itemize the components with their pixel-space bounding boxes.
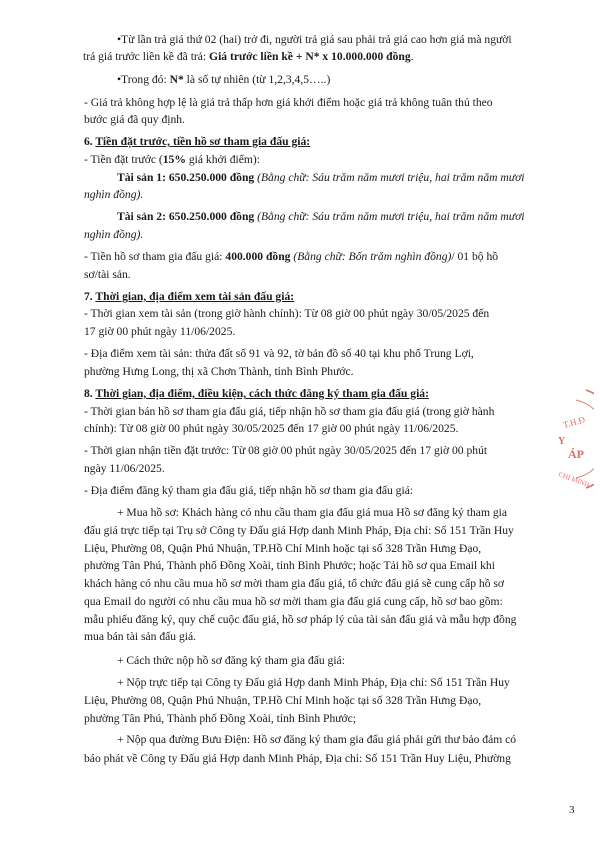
svg-text:ÁP: ÁP — [568, 447, 584, 461]
text-line — [84, 559, 495, 573]
text-run: . — [410, 50, 414, 63]
text-run: Tiền đặt trước, tiền hồ sơ tham gia đấu giá: — [95, 135, 311, 148]
text-line — [84, 228, 143, 242]
text-line — [84, 365, 354, 379]
text-line — [117, 171, 525, 185]
svg-text:CHÍ MINH: CHÍ MINH — [557, 470, 591, 489]
text-line — [84, 135, 310, 149]
text-run: - Tiền đặt trước ( — [84, 153, 163, 166]
text-line — [84, 542, 481, 556]
text-line — [84, 462, 165, 476]
text-run: phường Hưng Long, thị xã Chơn Thành, tỉnh Bình Phước. — [84, 365, 354, 378]
text-run: (Bằng chữ: Sáu trăm năm mươi triệu, hai trăm năm mươi — [254, 171, 525, 184]
text-line — [84, 387, 429, 401]
text-run: Giá trước liền kề + N* x 10.000.000 đồng — [209, 50, 411, 63]
text-run: là số tự nhiên (từ 1,2,3,4,5…..) — [183, 73, 331, 86]
text-line — [117, 210, 525, 224]
text-run: phường Tân Phú, Thành phố Đồng Xoài, tỉnh Bình Phước; hoặc Tải hồ sơ qua Email khi — [84, 559, 495, 572]
text-line — [84, 752, 511, 766]
text-line — [84, 405, 494, 419]
text-run: - Thời gian nhận tiền đặt trước: Từ 08 giờ 00 phút ngày 30/05/2025 đến 17 giờ 00 phút — [84, 444, 488, 457]
page-number: 3 — [569, 804, 575, 816]
text-run: chính): Từ 08 giờ 00 phút ngày 30/05/2025 đến 17 giờ 00 phút ngày 11/06/2025. — [84, 422, 459, 435]
text-line — [84, 524, 514, 538]
text-line — [84, 113, 185, 127]
text-line — [83, 50, 414, 64]
text-run: 400.000 đồng — [225, 250, 291, 263]
text-run: + Cách thức nộp hồ sơ đăng ký tham gia đấu giá: — [117, 654, 345, 667]
text-run: - Địa điểm xem tài sản: thửa đất số 91 và 92, tờ bản đồ số 40 tại khu phố Trung Lợi, — [84, 347, 474, 360]
text-run: (Bằng chữ: Bốn trăm nghìn đồng) — [290, 250, 452, 263]
text-run: 17 giờ 00 phút ngày 11/06/2025. — [84, 325, 236, 338]
text-run: + Nộp trực tiếp tại Công ty Đấu giá Hợp danh Minh Pháp, Địa chỉ: Số 151 Trần Huy — [117, 676, 510, 689]
text-line — [84, 347, 474, 361]
text-run: (Bằng chữ: Sáu trăm năm mươi triệu, hai trăm năm mươi — [254, 210, 525, 223]
text-run: •Trong đó: — [117, 73, 170, 86]
text-run: Thời gian, địa điểm, điều kiện, cách thức đăng ký tham gia đấu giá: — [95, 387, 429, 400]
text-run: báo phát về Công ty Đấu giá Hợp danh Minh Pháp, Địa chỉ: Số 151 Trần Huy Liệu, Phường — [84, 752, 511, 765]
text-line — [84, 290, 294, 304]
text-line — [84, 595, 503, 609]
text-line — [117, 733, 516, 747]
text-run: giá khởi điểm): — [185, 153, 261, 166]
text-line — [117, 73, 330, 87]
text-line — [84, 712, 356, 726]
text-line — [84, 325, 235, 339]
svg-text:Y: Y — [558, 436, 566, 447]
text-run: N* — [169, 73, 184, 86]
text-run: + Mua hồ sơ: Khách hàng có nhu cầu tham gia đấu giá mua Hồ sơ đăng ký tham gia — [117, 506, 508, 519]
text-run: sơ/tài sản. — [84, 268, 131, 281]
text-run: Tài sản 1: 650.250.000 đồng — [117, 171, 255, 184]
text-line — [84, 96, 493, 110]
text-run: 8. — [84, 387, 96, 400]
company-stamp — [524, 384, 594, 494]
text-line — [84, 268, 131, 282]
text-run: Liệu, Phường 08, Quận Phú Nhuận, TP.Hồ Chí Minh hoặc tại số 328 Trần Hưng Đạo, — [84, 542, 482, 555]
text-run: bước giá đã quy định. — [84, 113, 185, 126]
text-line — [84, 484, 413, 498]
text-line — [84, 250, 498, 264]
svg-text:T.H.Đ: T.H.Đ — [561, 414, 587, 430]
text-run: •Từ lần trả giá thứ 02 (hai) trở đi, người trả giá sau phải trả giá cao hơn giá mà người — [117, 33, 512, 46]
text-line — [84, 694, 481, 708]
text-run: - Địa điểm đăng ký tham gia đấu giá, tiếp nhận hồ sơ tham gia đấu giá: — [84, 484, 414, 497]
text-run: - Thời gian bán hồ sơ tham gia đấu giá, tiếp nhận hồ sơ tham gia đấu giá (trong giờ hành — [84, 405, 495, 418]
text-run: phường Tân Phú, Thành phố Đồng Xoài, tỉnh Bình Phước; — [84, 712, 357, 725]
text-run: - Tiền hồ sơ tham gia đấu giá: — [84, 250, 226, 263]
text-run: 7. — [84, 290, 96, 303]
text-line — [84, 422, 458, 436]
text-run: ngày 11/06/2025. — [84, 462, 165, 475]
text-run: trả giá trước liền kề đã trả: — [83, 50, 210, 63]
text-line — [117, 676, 510, 690]
text-line — [84, 188, 143, 202]
text-run: - Giá trả không hợp lệ là giá trả thấp hơn giá khởi điểm hoặc giá trả không tuân thủ theo — [84, 96, 493, 109]
text-run: / 01 bộ hồ — [451, 250, 499, 263]
text-run: nghìn đồng). — [84, 228, 144, 241]
text-line — [84, 153, 260, 167]
text-line — [117, 654, 345, 668]
text-line — [84, 613, 516, 627]
text-run: - Thời gian xem tài sản (trong giờ hành chính): Từ 08 giờ 00 phút ngày 30/05/2025 đến — [84, 307, 490, 320]
text-run: 6. — [84, 135, 96, 148]
text-run: mẫu phiếu đăng ký, quy chế cuộc đấu giá, hồ sơ pháp lý của tài sản đấu giá và mẫu hợp đồng — [84, 613, 517, 626]
text-run: + Nộp qua đường Bưu Điện: Hồ sơ đăng ký tham gia đấu giá phải gửi thư bảo đảm có — [117, 733, 517, 746]
text-run: mua bán tài sản đấu giá. — [84, 630, 197, 643]
text-run: Liệu, Phường 08, Quận Phú Nhuận, TP.Hồ Chí Minh hoặc tại số 328 Trần Hưng Đạo, — [84, 694, 482, 707]
text-run: qua Email do người có nhu cầu mua hồ sơ mời tham gia đấu giá cung cấp, hồ sơ bao gồm: — [84, 595, 503, 608]
text-line — [84, 444, 487, 458]
text-run: đấu giá trực tiếp tại Trụ sở Công ty Đấu giá Hợp danh Minh Pháp, Địa chỉ: Số 151 Trần Huy — [84, 524, 514, 537]
text-run: Thời gian, địa điểm xem tài sản đấu giá: — [95, 290, 295, 303]
text-line — [117, 33, 512, 47]
text-line — [84, 577, 504, 591]
text-run: nghìn đồng). — [84, 188, 144, 201]
text-line — [117, 506, 507, 520]
text-run: Tài sản 2: 650.250.000 đồng — [117, 210, 255, 223]
text-line — [84, 630, 196, 644]
text-line — [84, 307, 489, 321]
text-run: khách hàng có nhu cầu mua hồ sơ mời tham gia đấu giá, tổ chức đấu giá sẽ cung cấp hồ sơ — [84, 577, 505, 590]
text-run: 15% — [162, 153, 186, 166]
